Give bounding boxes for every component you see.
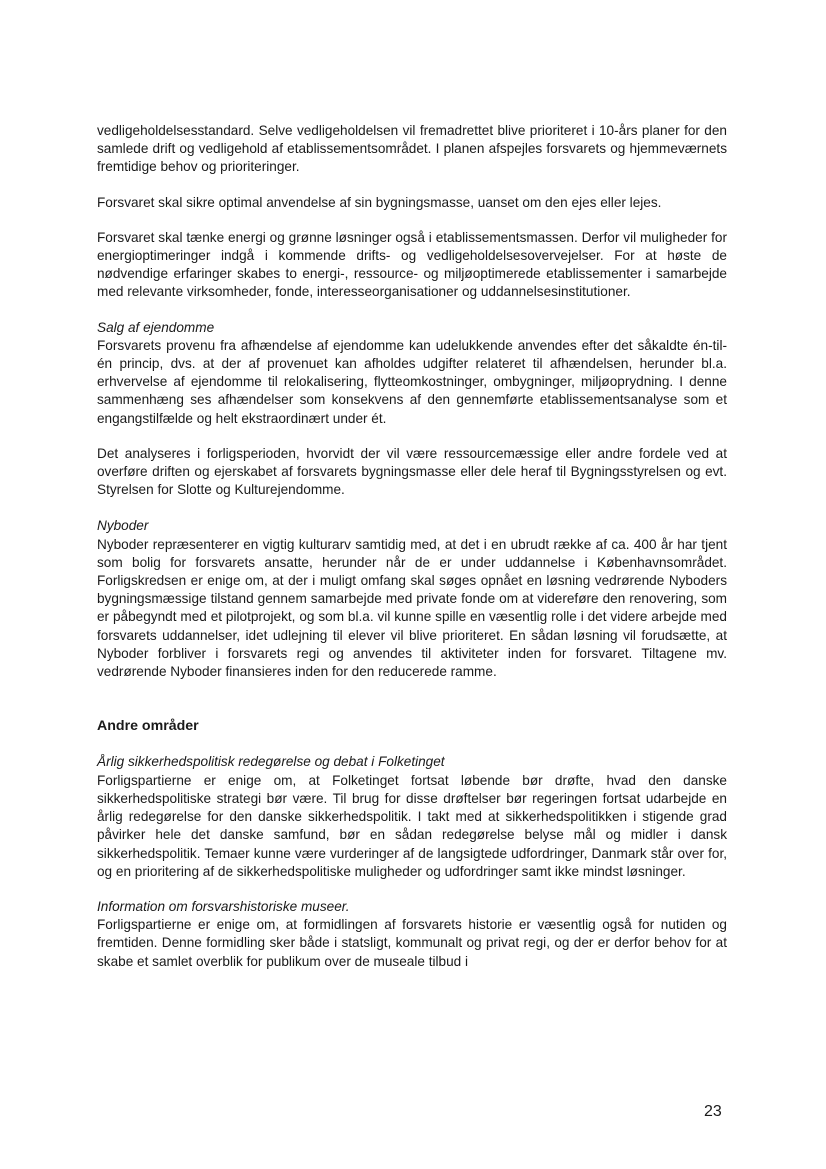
paragraph-nyboder: Nyboder repræsenterer en vigtig kulturarv samtidig med, at det i en ubrudt række af ca. 400 år har tjent som bolig for forsvarets ansatte, herunder når de er under uddannelse i Københavnsområdet. Forligskredsen er enige om, at der i muligt omfang skal søges opnået en løsning vedrørende Nyboders bygningsmæssige tilstand gennem samarbejde med private fonde om at videreføre den renovering, som er påbegyndt med et pilotprojekt, og som bl.a. vil kunne spille en væsentlig rolle i det videre arbejde med forsvarets uddannelser, idet udlejning til elever vil blive prioriteret. En sådan løsning vil forudsætte, at Nyboder forbliver i forsvarets regi og anvendes til aktiviteter inden for forsvaret. Tiltagene mv. vedrørende Nyboder finansieres inden for den reducerede ramme. [97,536,727,680]
document-body [97,122,727,988]
paragraph-salg-1: Forsvarets provenu fra afhændelse af ejendomme kan udelukkende anvendes efter det såkaldte én-til-én princip, dvs. at der af provenuet kan afholdes udgifter relateret til afhændelsen, herunder bl.a. erhvervelse af ejendomme til relokalisering, flytteomkostninger, ombygninger, miljøoprydning. I denne sammenhæng ses afhændelser som konsekvens af den gennemførte etablissementsanalyse som et engangstilfælde og helt ekstraordinært under ét. [97,337,727,426]
section-title-andre-omraader: Andre områder [97,718,199,735]
subheading-aarlig: Årlig sikkerhedspolitisk redegørelse og debat i Folketinget [97,754,445,770]
subheading-nyboder: Nyboder [97,518,149,534]
page-number: 23 [704,1103,722,1120]
subheading-information: Information om forsvarshistoriske museer. [97,898,350,914]
paragraph-salg-2: Det analyseres i forligsperioden, hvorvidt der vil være ressourcemæssige eller andre fordele ved at overføre driften og ejerskabet af forsvarets bygningsmasse eller dele heraf til Bygningsstyrelsen og evt. Styrelsen for Slotte og Kulturejendomme. [97,445,727,498]
paragraph-aarlig: Forligspartierne er enige om, at Folketinget fortsat løbende bør drøfte, hvad den danske sikkerhedspolitiske strategi bør være. Til brug for disse drøftelser bør regeringen fortsat udarbejde en årlig redegørelse for den danske sikkerhedspolitik. I takt med at sikkerhedspolitikken i stigende grad påvirker hele det danske samfund, bør en sådan redegørelse belyse mål og midler i dansk sikkerhedspolitik. Temaer kunne være vurderinger af de langsigtede udfordringer, Danmark står over for, og en prioritering af de sikkerhedspolitiske muligheder og udfordringer samt ikke mindst løsninger. [97,772,727,879]
paragraph-optimal-use: Forsvaret skal sikre optimal anvendelse af sin bygningsmasse, uanset om den ejes eller lejes. [97,194,662,210]
paragraph-information: Forligspartierne er enige om, at formidlingen af forsvarets historie er væsentlig også for nutiden og fremtiden. Denne formidling sker både i statsligt, kommunalt og privat regi, og der er derfor behov for at skabe et samlet overblik for publikum over de museale tilbud i [97,917,727,969]
subheading-salg: Salg af ejendomme [97,319,215,335]
paragraph-energy: Forsvaret skal tænke energi og grønne løsninger også i etablissementsmassen. Derfor vil muligheder for energioptimeringer indgå i kommende drifts- og vedligeholdelsesovervejelser. For at høste de nødvendige erfaringer skabes to energi-, ressource- og miljøoptimerede etablissementer i samarbejde med relevante virksomheder, fonde, interesseorganisationer og uddannelsesinstitutioner. [97,229,727,300]
paragraph-maintenance-standard: vedligeholdelsesstandard. Selve vedligeholdelsen vil fremadrettet blive prioriteret i 10-års planer for den samlede drift og vedligehold af etablissementsområdet. I planen afspejles forsvarets og hjemmeværnets fremtidige behov og prioriteringer. [97,123,727,175]
